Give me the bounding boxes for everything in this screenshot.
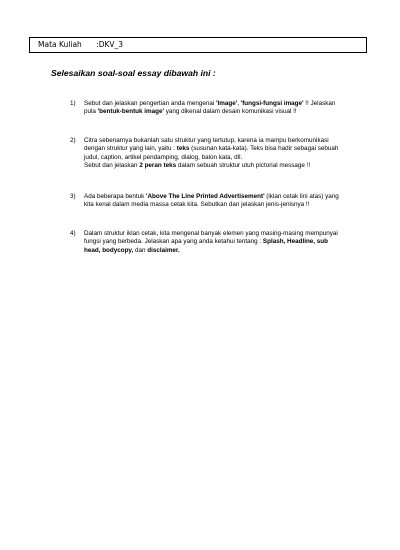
text-run: fungsi yang berbeda. Jelaskan apa yang anda ketahui tentang : bbox=[84, 238, 263, 246]
question-line bbox=[84, 108, 374, 116]
text-run: dan bbox=[133, 246, 148, 254]
text-run: judul, caption, artikel pendamping, dialog, balon kata, dll. bbox=[84, 153, 243, 161]
text-run: Sebut dan jelaskan bbox=[84, 161, 140, 169]
text-run: dalam sebuah struktur utuh pictorial message !! bbox=[176, 161, 311, 169]
question-line bbox=[84, 193, 374, 201]
text-run: (iklan cetak lini atas) yang bbox=[264, 193, 339, 200]
text-run: Ada beberapa bentuk bbox=[84, 193, 146, 200]
text-run: pula bbox=[84, 108, 98, 116]
bold-text: head, bodycopy, bbox=[84, 246, 134, 254]
question-number: 4) bbox=[70, 230, 76, 237]
question-text bbox=[84, 230, 374, 255]
question-text bbox=[84, 137, 374, 170]
question-number: 2) bbox=[70, 137, 76, 144]
bold-text: 'Image' bbox=[216, 100, 238, 107]
instruction-heading: Selesaikan soal-soal essay dibawah ini : bbox=[51, 68, 216, 78]
text-run: yang dikenal dalam desain komunikasi visual !! bbox=[163, 108, 297, 116]
question-line bbox=[84, 238, 374, 246]
text-run: , bbox=[237, 100, 241, 107]
text-run: (susunan kata-kata). Teks bisa hadir sebagai sebuah bbox=[189, 145, 339, 153]
question-line bbox=[84, 145, 374, 153]
question-number: 3) bbox=[70, 193, 76, 200]
text-run: !! Jelaskan bbox=[303, 100, 336, 107]
bold-text: 'bentuk-bentuk image' bbox=[97, 108, 164, 116]
question-line bbox=[84, 100, 374, 108]
question-line bbox=[84, 162, 374, 170]
text-run: dengan struktur yang lain, yaitu : bbox=[84, 145, 177, 153]
bold-text: disclaimer. bbox=[147, 246, 180, 254]
course-label: Mata Kuliah bbox=[38, 40, 82, 49]
question-line bbox=[84, 137, 374, 145]
question-line bbox=[84, 247, 374, 255]
text-run: Dalam struktur iklan cetak, kita mengenal banyak elemen yang masing-masing mempunyai bbox=[84, 230, 338, 237]
question-line bbox=[84, 154, 374, 162]
course-code: :DKV_3 bbox=[96, 40, 124, 49]
question-line bbox=[84, 201, 374, 209]
bold-text: 'Above The Line Printed Advertisement' bbox=[145, 193, 265, 200]
question-number: 1) bbox=[70, 100, 76, 107]
text-run: kita kenal dalam media massa cetak kita. Sebutkan dan jelaskan jenis-jenisnya !! bbox=[84, 201, 310, 209]
question-line bbox=[84, 230, 374, 238]
text-run: Sebut dan jelaskan pengertian anda mengenai bbox=[84, 100, 216, 107]
bold-text: teks bbox=[176, 145, 190, 153]
bold-text: 'fungsi-fungsi image' bbox=[240, 100, 304, 107]
bold-text: Splash, Headline, sub bbox=[262, 238, 328, 246]
course-header-box bbox=[29, 37, 367, 53]
question-text bbox=[84, 193, 374, 210]
bold-text: 2 peran teks bbox=[139, 161, 177, 169]
text-run: Citra sebenarnya bukanlah satu struktur yang tertutup, karena ia mampu berkomunikasi bbox=[84, 137, 329, 144]
question-text bbox=[84, 100, 374, 117]
